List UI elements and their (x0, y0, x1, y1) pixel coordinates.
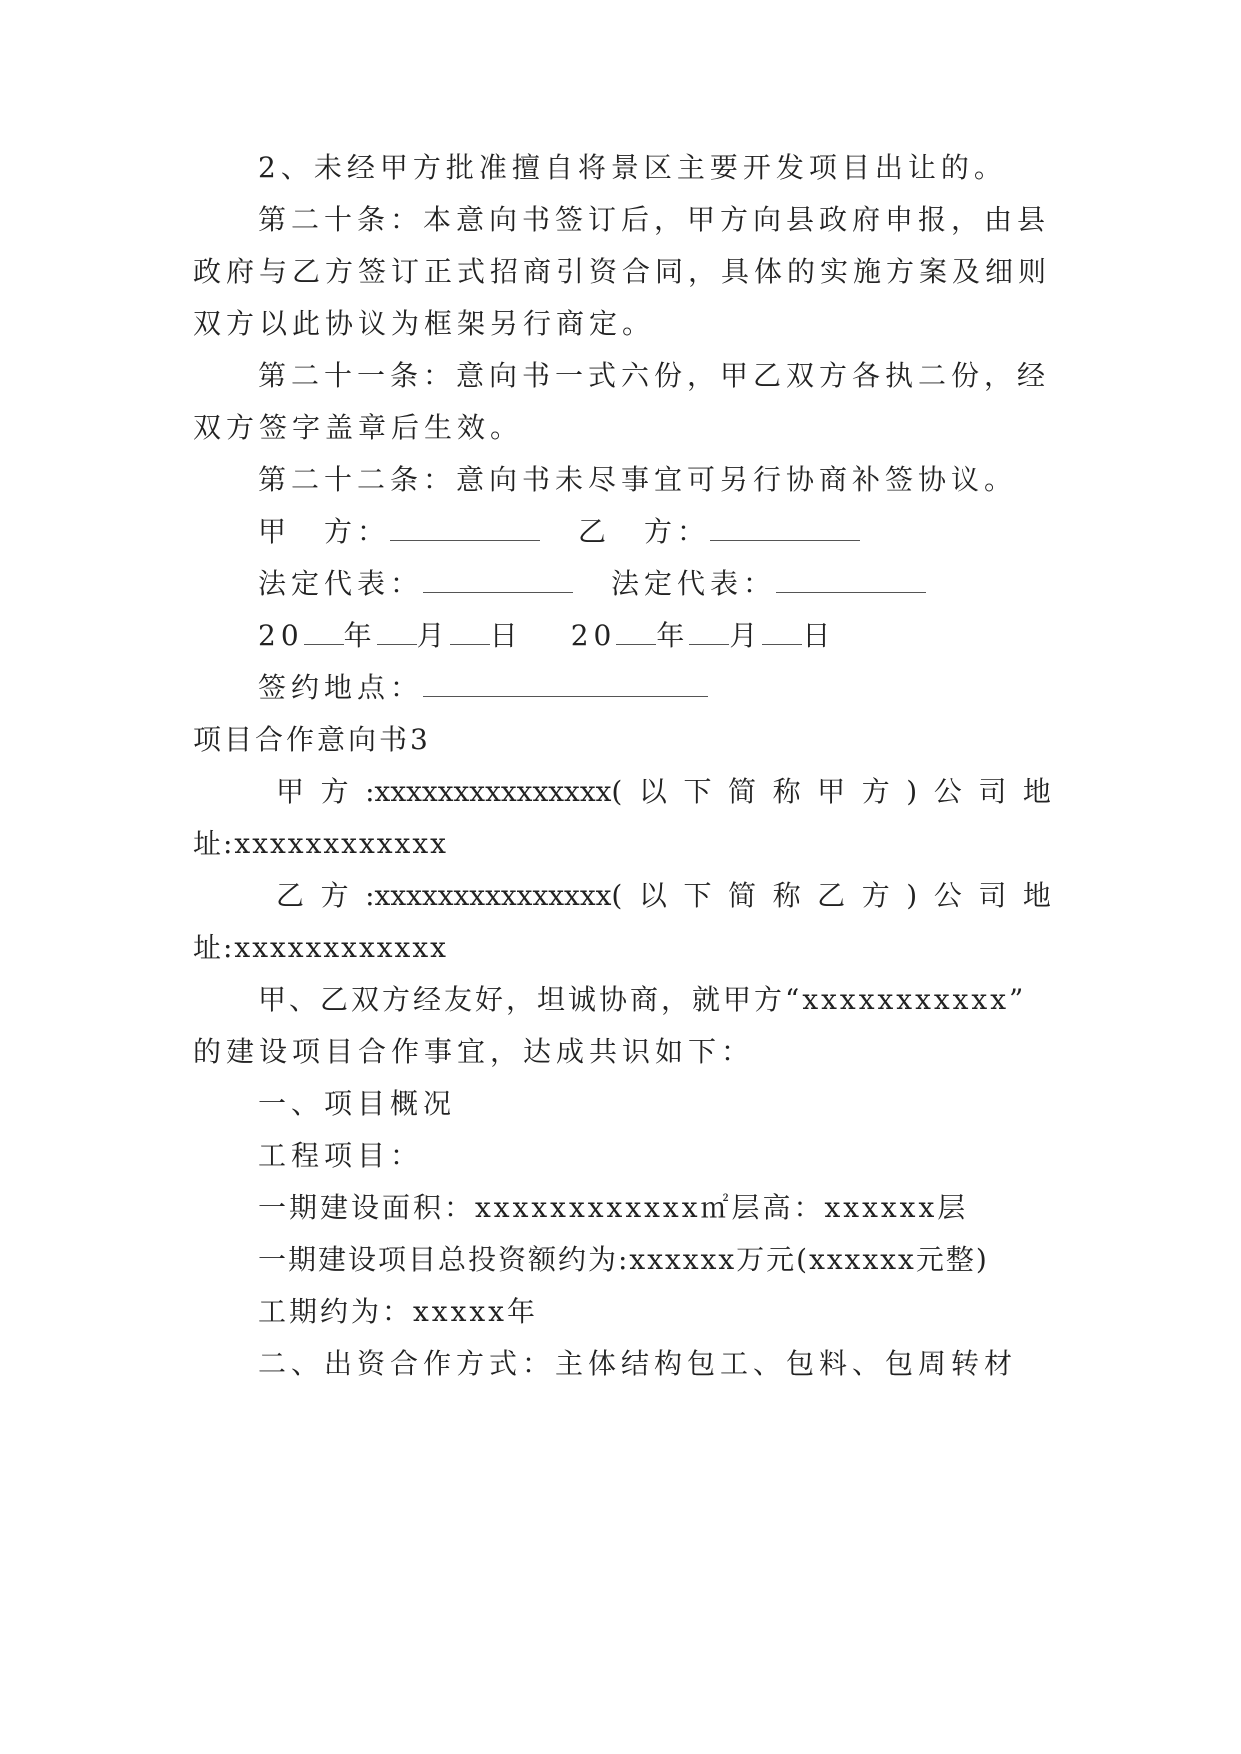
clause-item-2: 2、未经甲方批准擅自将景区主要开发项目出让的。 (258, 151, 1007, 184)
party-a-token: 司 (978, 775, 1007, 808)
party-b-address: 址:xxxxxxxxxxxx (193, 931, 448, 964)
section-title: 项目合作意向书3 (193, 723, 431, 756)
party-a-token: 以 (638, 775, 667, 808)
party-b-token: 以 (638, 879, 667, 912)
project-name-line: 工程项目： (258, 1139, 424, 1172)
party-a-token: ) (906, 775, 918, 808)
party-b-token: 司 (978, 879, 1007, 912)
party-a-token: 称 (772, 775, 801, 808)
party-b-blank[interactable] (710, 514, 860, 541)
date-b-year-blank[interactable] (616, 618, 656, 645)
party-a-address: 址:xxxxxxxxxxxx (193, 827, 448, 860)
party-signature-row (258, 512, 860, 552)
party-a-label: 甲 方： (258, 515, 391, 548)
party-b-token: 方 (320, 879, 349, 912)
party-b-token: 地 (1022, 879, 1051, 912)
date-a-month-blank[interactable] (377, 618, 417, 645)
party-a-token: 甲 (276, 775, 305, 808)
duration-line: 工期约为：xxxxx年 (258, 1295, 538, 1328)
representative-row (258, 564, 926, 604)
party-b-token: 乙 (817, 879, 846, 912)
signing-place-blank[interactable] (423, 670, 708, 697)
date-row (258, 616, 835, 656)
article-20-line1: 第二十条：本意向书签订后，甲方向县政府申报，由县 (258, 203, 1051, 236)
party-b-token: ) (906, 879, 918, 912)
date-b-year-prefix: 20 (570, 619, 617, 652)
date-a-day-blank[interactable] (450, 618, 490, 645)
rep-b-blank[interactable] (776, 566, 926, 593)
consensus-line2: 的建设项目合作事宜，达成共识如下： (193, 1035, 755, 1068)
rep-a-label: 法定代表： (258, 567, 424, 600)
date-a-year-char: 年 (343, 619, 377, 652)
party-b-token: 简 (728, 879, 757, 912)
party-a-token: 方 (320, 775, 349, 808)
party-a-token: 下 (683, 775, 712, 808)
date-a-day-char: 日 (489, 619, 523, 652)
party-b-label: 乙 方： (578, 515, 711, 548)
party-a-line (276, 772, 1051, 812)
party-a-blank[interactable] (390, 514, 540, 541)
article-22: 第二十二条：意向书未尽事宜可另行协商补签协议。 (258, 463, 1018, 496)
party-a-token: 简 (728, 775, 757, 808)
party-b-line (276, 876, 1051, 916)
party-a-token: 公 (933, 775, 962, 808)
signing-place-label: 签约地点： (258, 671, 424, 704)
date-b-year-char: 年 (656, 619, 690, 652)
date-b-month-char: 月 (729, 619, 763, 652)
party-b-token: 称 (772, 879, 801, 912)
phase1-investment-line: 一期建设项目总投资额约为:xxxxxx万元(xxxxxx元整) (258, 1243, 989, 1276)
article-20-line3: 双方以此协议为框架另行商定。 (193, 307, 656, 340)
party-b-token: 公 (933, 879, 962, 912)
heading-investment-mode: 二、出资合作方式：主体结构包工、包料、包周转材 (258, 1347, 1018, 1380)
party-a-token: 甲 (817, 775, 846, 808)
date-a-year-blank[interactable] (304, 618, 344, 645)
date-b-day-char: 日 (802, 619, 836, 652)
party-a-token: 地 (1022, 775, 1051, 808)
party-b-token: 方 (861, 879, 890, 912)
date-b-month-blank[interactable] (689, 618, 729, 645)
date-a-month-char: 月 (416, 619, 450, 652)
heading-project-overview: 一、项目概况 (258, 1087, 457, 1120)
party-a-token: :xxxxxxxxxxxxxxx( (365, 775, 623, 808)
consensus-line1: 甲、乙双方经友好，坦诚协商，就甲方“xxxxxxxxxxx” (258, 983, 1027, 1016)
party-b-token: :xxxxxxxxxxxxxxx( (365, 879, 623, 912)
rep-b-label: 法定代表： (611, 567, 777, 600)
party-b-token: 乙 (276, 879, 305, 912)
phase1-area-line: 一期建设面积：xxxxxxxxxxxx㎡层高：xxxxxx层 (258, 1191, 969, 1224)
date-b-day-blank[interactable] (762, 618, 802, 645)
date-a-year-prefix: 20 (258, 619, 304, 652)
article-21-line2: 双方签字盖章后生效。 (193, 411, 524, 444)
article-20-line2: 政府与乙方签订正式招商引资合同，具体的实施方案及细则 (193, 255, 1052, 288)
rep-a-blank[interactable] (423, 566, 573, 593)
party-a-token: 方 (861, 775, 890, 808)
article-21-line1: 第二十一条：意向书一式六份，甲乙双方各执二份，经 (258, 359, 1051, 392)
party-b-token: 下 (683, 879, 712, 912)
signing-place-row (258, 668, 708, 708)
